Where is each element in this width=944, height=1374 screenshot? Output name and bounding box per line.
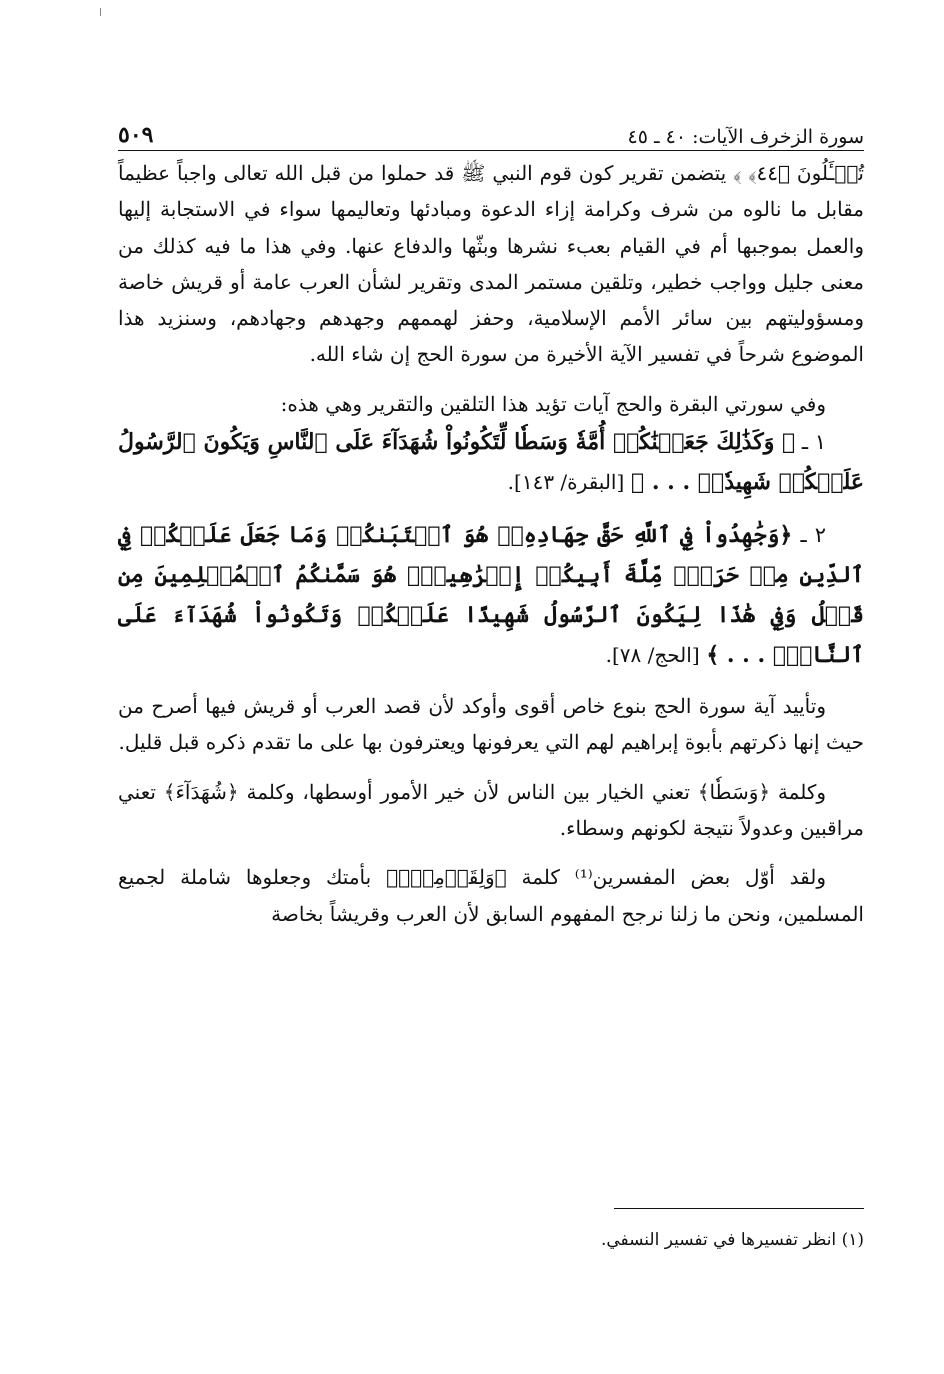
footnote	[601, 1226, 864, 1254]
verse-reference: [الحج/ ٧٨].	[605, 643, 700, 668]
verse-reference: [البقرة/ ١٤٣].	[507, 470, 625, 495]
verse-number: ٢ ـ	[800, 523, 826, 548]
main-text	[118, 155, 864, 932]
footnote-text: انظر تفسيرها في تفسير النسفي.	[600, 1230, 837, 1250]
paragraph-1: تُسۡـَٔلُونَ ﴿٤٤﴾ ﴾ يتضمن تقرير كون قوم النبي ﷺ قد حملوا من قبل الله تعالى واجباً عظيماً مقابل ما نالوه من شرف وكرامة إزاء الدعوة ومبادئها وتعاليمها سواء في الاستجابة إليها والعمل بموجبها أم في القيام بعبء نشرها وبثّها والدفاع عنها. وفي هذا ما فيه كذلك من معنى جليل وواجب خطير، وتلقين مستمر المدى وتقرير لشأن العرب عامة أو قريش خاصة ومسؤوليتهم بين سائر الأمم الإسلامية، وحفز لهممهم وجهدهم وجهادهم، وسنزيد هذا الموضوع شرحاً في تفسير الآية الأخيرة من سورة الحج إن شاء الله.	[118, 161, 864, 367]
verse-number: ١ ـ	[801, 430, 827, 455]
paragraph-4: وكلمة ﴿وَسَطٗا﴾ تعني الخيار بين الناس لأن خير الأمور أوسطها، وكلمة ﴿شُهَدَآءَ﴾ تعني مراقبين وعدولاً نتيجة لكونهم وسطاء.	[118, 779, 864, 840]
verse-text: ﴿وَجَٰهِدُواْ فِي ٱللَّهِ حَقَّ جِهَادِهِۦۚ هُوَ ٱجۡتَبَىٰكُمۡ وَمَا جَعَلَ عَلَيۡكُمۡ فِي ٱلدِّينِ مِنۡ حَرَجٖۚ مِّلَّةَ أَبِيكُمۡ إِبۡرَٰهِيمَۚ هُوَ سَمَّىٰكُمُ ٱلۡمُسۡلِمِينَ مِن قَبۡلُ وَفِي هَٰذَا لِيَكُونَ ٱلرَّسُولُ شَهِيدًا عَلَيۡكُمۡ وَتَكُونُواْ شُهَدَآءَ عَلَى ٱلنَّاسِۚ . . . ﴾	[118, 522, 864, 669]
paragraph-5: ولقد أوّل بعض المفسرين⁽¹⁾ كلمة ﴿وَلِقَوۡمِكَۖ﴾ بأمتك وجعلوها شاملة لجميع المسلمين، ونحن ما زلنا نرجح المفهوم السابق لأن العرب وقريشاً بخاصة	[118, 865, 864, 926]
page-number: ٥٠٩	[118, 122, 154, 148]
verse-item-1	[118, 422, 864, 502]
footnote-marker: (١)	[841, 1230, 864, 1250]
footnote-divider	[614, 1208, 864, 1209]
verse-text: ﴿ وَكَذَٰلِكَ جَعَلۡنَٰكُمۡ أُمَّةٗ وَسَطٗا لِّتَكُونُواْ شُهَدَآءَ عَلَى ٱلنَّاسِ وَيَكُونَ ٱلرَّسُولُ عَلَيۡكُمۡ شَهِيدٗاۗ . . . ﴾	[118, 429, 864, 496]
running-title: سورة الزخرف الآيات: ٤٠ ـ ٤٥	[627, 126, 864, 148]
running-header	[118, 112, 864, 151]
paragraph-3: وتأييد آية سورة الحج بنوع خاص أقوى وأوكد لأن قصد العرب أو قريش فيها أصرح من حيث إنها ذكرتهم بأبوة إبراهيم لهم التي يعرفونها ويعترفون بها على ما تقدم ذكره قبل قليل.	[118, 694, 864, 755]
scan-mark	[100, 8, 101, 16]
page	[118, 112, 864, 932]
verse-item-2	[118, 515, 864, 675]
paragraph-2: وفي سورتي البقرة والحج آيات تؤيد هذا التلقين والتقرير وهي هذه:	[280, 391, 826, 416]
